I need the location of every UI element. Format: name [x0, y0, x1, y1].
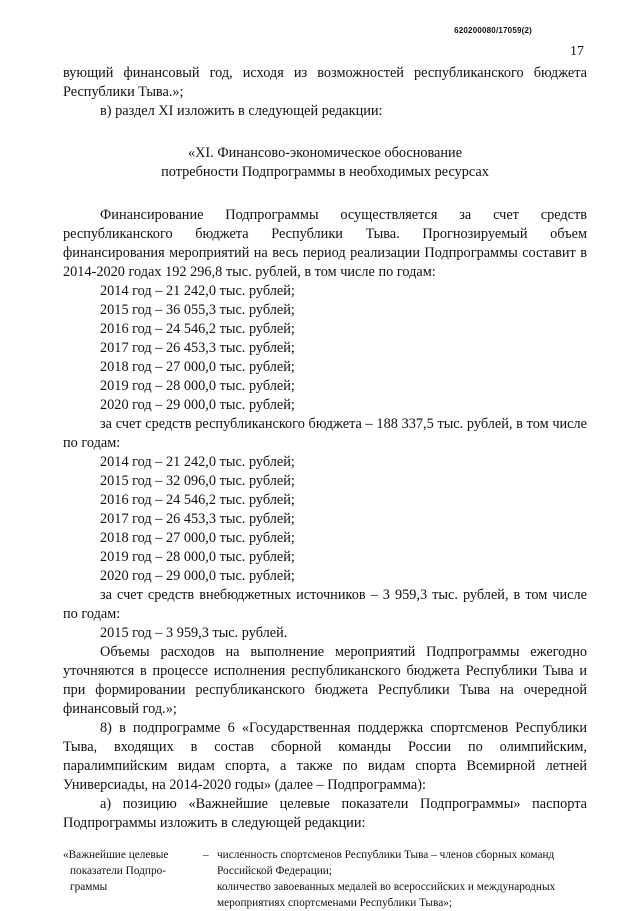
list-item: 2018 год – 27 000,0 тыс. рублей; — [100, 359, 295, 375]
section-heading-line-1: «XI. Финансово-экономическое обоснование — [187, 145, 463, 161]
paragraph-subprogram-6: 8) в подпрограмме 6 «Государственная поддержка спортсменов Республики Тыва, входящих в состав сборной команды России по олимпийским, паралимпийским видам спорта, а также по видам спорта Всемирной летней Универсиады, на 2014-2020 годы» (далее – Подпрограмма): — [63, 720, 587, 793]
total-by-year-list — [63, 282, 587, 415]
paragraph-section-xi-intro: в) раздел XI изложить в следующей редакции: — [100, 103, 383, 119]
extra-by-year-list — [63, 624, 587, 643]
paragraph-financing: Финансирование Подпрограммы осуществляется за счет средств республиканского бюджета Республики Тыва. Прогнозируемый объем финансирования мероприятий на весь период реализации Подпрограммы составит в 2014-2020 годах 192 296,8 тыс. рублей, в том числе по годам: — [63, 207, 587, 280]
republic-by-year-list — [63, 453, 587, 586]
document-id: 620200080/17059(2) — [454, 26, 532, 35]
list-item: 2019 год – 28 000,0 тыс. рублей; — [100, 549, 295, 565]
list-item: 2015 год – 3 959,3 тыс. рублей. — [100, 625, 288, 641]
passport-item-athletes: численность спортсменов Республики Тыва – членов сборных команд Российской Федерации; — [217, 849, 555, 877]
list-item: 2014 год – 21 242,0 тыс. рублей; — [100, 283, 295, 299]
passport-item-medals: количество завоеванных медалей во всероссийских и международных мероприятиях спортсменами Республики Тыва»; — [217, 881, 556, 909]
list-item: 2016 год – 24 546,2 тыс. рублей; — [100, 492, 295, 508]
list-item: 2017 год – 26 453,3 тыс. рублей; — [100, 511, 295, 527]
paragraph-passport-position: а) позицию «Важнейшие целевые показатели Подпрограммы» паспорта Подпрограммы изложить в следующей редакции: — [63, 796, 587, 831]
page-number: 17 — [570, 44, 584, 59]
list-item: 2015 год – 32 096,0 тыс. рублей; — [100, 473, 295, 489]
passport-label-line: показатели Подпро- — [70, 865, 167, 877]
list-item: 2017 год – 26 453,3 тыс. рублей; — [100, 340, 295, 356]
paragraph-republic-budget: за счет средств республиканского бюджета – 188 337,5 тыс. рублей, в том числе по годам: — [63, 416, 587, 451]
paragraph-expense-volumes: Объемы расходов на выполнение мероприятий Подпрограммы ежегодно уточняются в процессе исполнения республиканского бюджета Республики Тыва и при формировании республиканского бюджета Республики Тыва на очередной финансовый год.»; — [63, 644, 587, 717]
passport-label — [63, 847, 203, 911]
passport-label-line: «Важнейшие целевые — [63, 849, 169, 861]
list-item: 2020 год – 29 000,0 тыс. рублей; — [100, 397, 295, 413]
list-item: 2019 год – 28 000,0 тыс. рублей; — [100, 378, 295, 394]
list-item: 2018 год – 27 000,0 тыс. рублей; — [100, 530, 295, 546]
list-item: 2014 год – 21 242,0 тыс. рублей; — [100, 454, 295, 470]
passport-label-line: граммы — [70, 881, 108, 893]
list-item: 2015 год – 36 055,3 тыс. рублей; — [100, 302, 295, 318]
passport-block — [63, 847, 587, 911]
section-heading-line-2: потребности Подпрограммы в необходимых ресурсах — [161, 164, 489, 180]
list-item: 2020 год – 29 000,0 тыс. рублей; — [100, 568, 295, 584]
document-body — [63, 64, 587, 911]
paragraph-extrabudgetary: за счет средств внебюджетных источников – 3 959,3 тыс. рублей, в том числе по годам: — [63, 587, 587, 622]
list-item: 2016 год – 24 546,2 тыс. рублей; — [100, 321, 295, 337]
paragraph-continuation: вующий финансовый год, исходя из возможностей республиканского бюджета Республики Тыва.»; — [63, 65, 587, 100]
passport-value — [203, 847, 587, 911]
section-heading — [63, 144, 587, 182]
passport-dash: – — [203, 849, 209, 861]
